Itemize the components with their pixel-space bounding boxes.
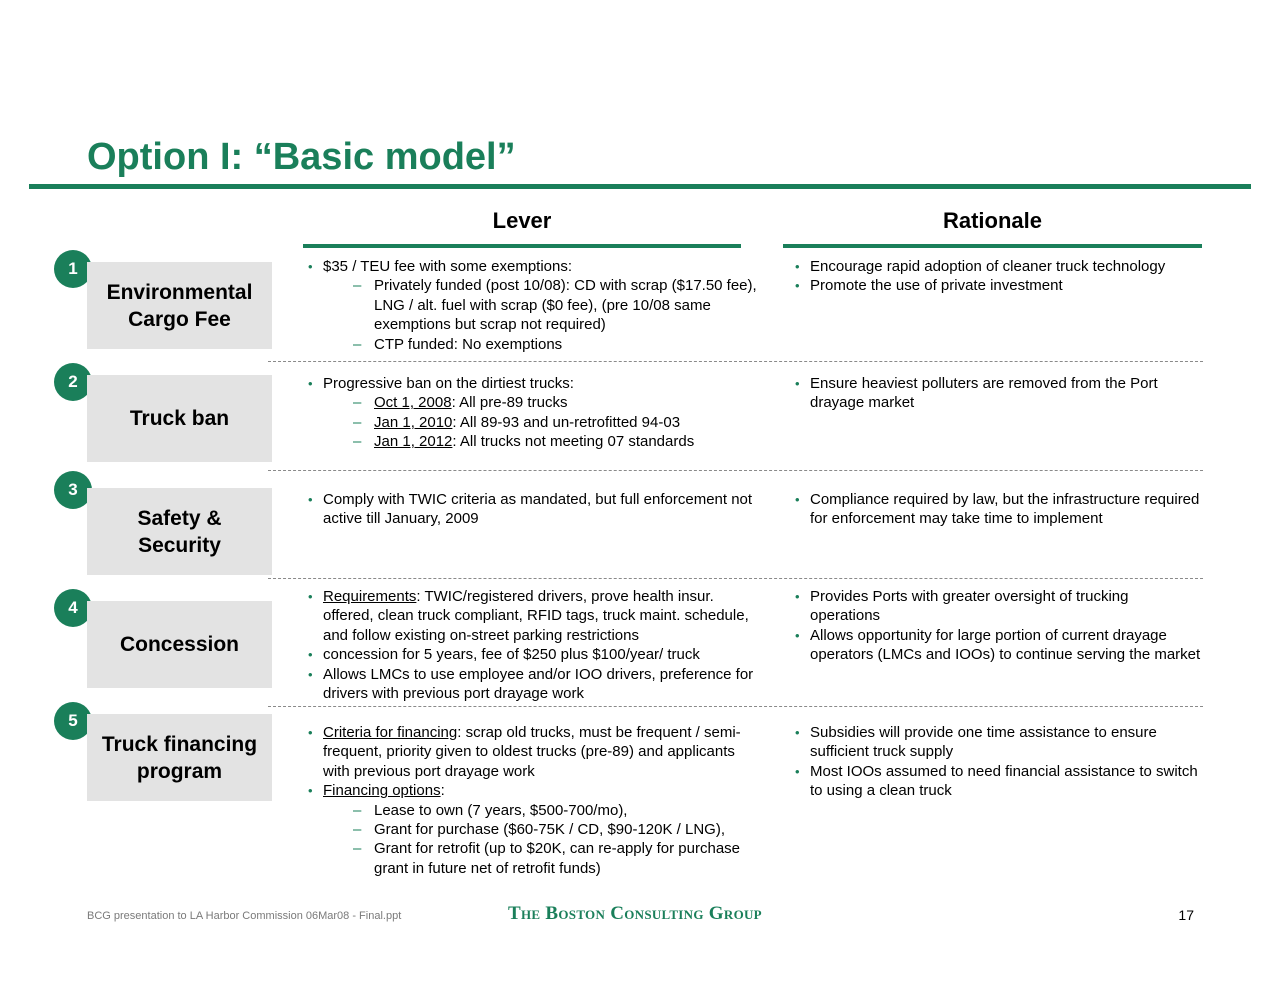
row-label: Truck financing program	[87, 714, 272, 801]
sub-bullet-item: – Grant for purchase ($60-75K / CD, $90-120K / LNG),	[305, 820, 765, 839]
title-rule	[29, 184, 1251, 189]
bullet-item: • Comply with TWIC criteria as mandated, but full enforcement not active till January, 2009	[305, 490, 765, 529]
row-divider	[268, 578, 1203, 579]
row-label: Safety & Security	[87, 488, 272, 575]
row-divider	[268, 706, 1203, 707]
lever-cell	[305, 723, 765, 878]
bullet-item: • Promote the use of private investment	[792, 276, 1202, 295]
ban-text: : All 89-93 and un-retrofitted 94-03	[452, 413, 681, 431]
lever-cell	[305, 374, 765, 452]
bullet-item: • Allows LMCs to use employee and/or IOO drivers, preference for drivers with previous port drayage work	[305, 665, 765, 704]
lever-cell	[305, 587, 765, 703]
ban-text: : All pre-89 trucks	[451, 394, 568, 412]
bullet-item	[305, 587, 765, 645]
rationale-header-rule	[783, 244, 1202, 248]
row-number-badge: 1	[54, 250, 92, 288]
row-number-badge: 2	[54, 363, 92, 401]
sub-bullet-item: – CTP funded: No exemptions	[305, 335, 765, 354]
source-footnote: BCG presentation to LA Harbor Commission 06Mar08 - Final.ppt	[87, 910, 402, 922]
bullet-heading: Criteria for financing	[323, 724, 458, 741]
row-label: Concession	[87, 601, 272, 688]
bcg-logo: The Boston Consulting Group	[508, 903, 762, 924]
lever-column-header: Lever	[492, 208, 552, 233]
sub-bullet-item: – Lease to own (7 years, $500-700/mo),	[305, 801, 765, 820]
ban-date: Jan 1, 2012	[374, 433, 453, 451]
bullet-item: • $35 / TEU fee with some exemptions:	[305, 257, 765, 276]
row-divider	[268, 470, 1203, 471]
ban-date: Oct 1, 2008	[374, 394, 452, 412]
rationale-cell	[792, 723, 1202, 801]
row-label: Environmental Cargo Fee	[87, 262, 272, 349]
bullet-item: • concession for 5 years, fee of $250 plus $100/year/ truck	[305, 645, 765, 664]
bullet-item: • Allows opportunity for large portion of current drayage operators (LMCs and IOOs) to continue serving the market	[792, 626, 1202, 665]
lever-cell	[305, 490, 765, 529]
bullet-item	[305, 781, 765, 800]
page-title: Option I: “Basic model”	[87, 136, 516, 178]
row-number-badge: 3	[54, 471, 92, 509]
bullet-item: • Most IOOs assumed to need financial assistance to switch to using a clean truck	[792, 762, 1202, 801]
bullet-item: • Ensure heaviest polluters are removed from the Port drayage market	[792, 374, 1202, 413]
page-number: 17	[1178, 907, 1194, 923]
sub-bullet-item	[305, 432, 765, 451]
rationale-cell	[792, 587, 1202, 665]
bullet-text: : scrap old trucks, must be frequent / semi-frequent, priority given to oldest trucks (pre-89) and applicants with previous port drayage work	[323, 724, 741, 780]
bullet-item: • Provides Ports with greater oversight of trucking operations	[792, 587, 1202, 626]
sub-bullet-item: – Grant for retrofit (up to $20K, can re-apply for purchase grant in future net of retrofit funds)	[305, 839, 765, 878]
bullet-item: • Progressive ban on the dirtiest trucks:	[305, 374, 765, 393]
bullet-item: • Compliance required by law, but the infrastructure required for enforcement may take time to implement	[792, 490, 1202, 529]
row-label: Truck ban	[87, 375, 272, 462]
sub-bullet-item	[305, 413, 765, 432]
bullet-text: :	[440, 782, 445, 800]
row-divider	[268, 361, 1203, 362]
bullet-item: • Subsidies will provide one time assistance to ensure sufficient truck supply	[792, 723, 1202, 762]
lever-header-rule	[303, 244, 741, 248]
rationale-column-header: Rationale	[942, 208, 1043, 233]
bullet-heading: Requirements	[323, 588, 417, 605]
rationale-cell	[792, 257, 1202, 296]
sub-bullet-item	[305, 393, 765, 412]
rationale-cell	[792, 374, 1202, 413]
ban-text: : All trucks not meeting 07 standards	[452, 433, 695, 451]
sub-bullet-item: – Privately funded (post 10/08): CD with scrap ($17.50 fee), LNG / alt. fuel with scrap ($0 fee), (pre 10/08 same exemptions but scrap not required)	[305, 276, 765, 334]
row-number-badge: 4	[54, 589, 92, 627]
ban-date: Jan 1, 2010	[374, 413, 453, 431]
bullet-item: • Encourage rapid adoption of cleaner truck technology	[792, 257, 1202, 276]
row-number-badge: 5	[54, 702, 92, 740]
bullet-item	[305, 723, 765, 781]
lever-cell	[305, 257, 765, 354]
rationale-cell	[792, 490, 1202, 529]
bullet-text: : TWIC/registered drivers, prove health insur. offered, clean truck compliant, RFID tags, truck maint. schedule, and follow existing on-street parking restrictions	[323, 588, 749, 644]
bullet-heading: Financing options	[323, 782, 441, 800]
